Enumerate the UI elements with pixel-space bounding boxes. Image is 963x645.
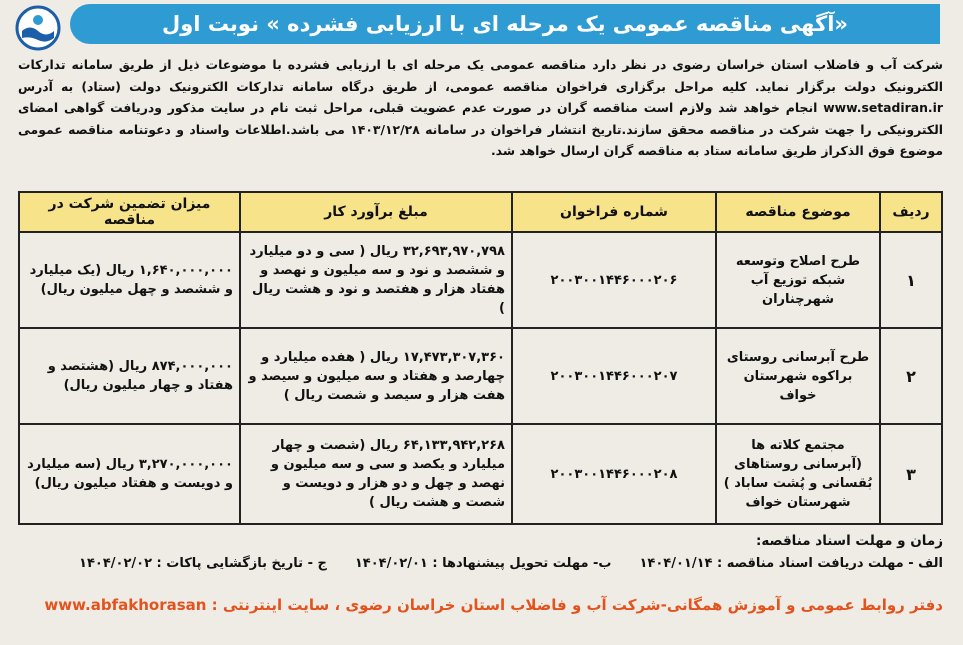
row-number: ۱ <box>880 232 942 328</box>
call-number: ۲۰۰۳۰۰۱۴۴۶۰۰۰۲۰۸ <box>512 424 716 524</box>
intro-paragraph: شرکت آب و فاضلاب استان خراسان رضوی در نظر دارد مناقصه عمومی یک مرحله ای با ارزیابی فشرده با موضوعات ذیل از طریق سامانه تدارکات الکترونیک دولت برگزار نماید. کلیه مراحل برگزاری فراخوان مناقصه عمومی، از طریق درگاه سامانه تدارکات الکترونیک دولت (ستاد) به آدرس www.setadiran.ir انجام خواهد شد ولازم است مناقصه گران در صورت عدم عضویت قبلی، مراحل ثبت نام در سایت مذکور ودریافت گواهی امضای الکترونیکی را جهت شرکت در مناقصه محقق سازند.تاریخ انتشار فراخوان در سامانه ۱۴۰۳/۱۲/۲۸ می باشد.اطلاعات واسناد و دعوتنامه مناقصه عمومی موضوع فوق الذکراز طریق سامانه ستاد به مناقصه گران ارسال خواهد شد. <box>18 57 943 158</box>
call-number: ۲۰۰۳۰۰۱۴۴۶۰۰۰۲۰۷ <box>512 328 716 424</box>
schedule-heading: زمان و مهلت اسناد مناقصه: <box>755 533 943 549</box>
tenders-table <box>18 191 943 525</box>
row-number: ۳ <box>880 424 942 524</box>
tender-subject: طرح آبرسانی روستای براکوه شهرستان خواف <box>716 328 880 424</box>
table-row <box>19 232 942 328</box>
table-row <box>19 328 942 424</box>
guarantee-amount: ۳,۲۷۰,۰۰۰,۰۰۰ ریال (سه میلیارد و دویست و هفتاد میلیون ریال) <box>19 424 240 524</box>
tender-subject: مجتمع کلاته ها (آبرسانی روستاهای بُقسانی و پُشت ساباد ) شهرستان خواف <box>716 424 880 524</box>
schedule-dates <box>79 556 943 571</box>
header-estimate: مبلغ برآورد کار <box>240 192 512 232</box>
header-row-number: ردیف <box>880 192 942 232</box>
header-guarantee: میزان تضمین شرکت در مناقصه <box>19 192 240 232</box>
header-subject: موضوع مناقصه <box>716 192 880 232</box>
estimate-amount: ۱۷,۴۷۳,۳۰۷,۳۶۰ ریال ( هفده میلیارد و چهارصد و هفتاد و سه میلیون و سیصد و هفت هزار و سیصد و شصت ریال ) <box>240 328 512 424</box>
header-call-number: شماره فراخوان <box>512 192 716 232</box>
footer-contact: دفتر روابط عمومی و آموزش همگانی-شرکت آب و فاضلاب استان خراسان رضوی ، سایت اینترنتی : www.abfakhorasan <box>44 596 943 614</box>
estimate-amount: ۶۴,۱۳۳,۹۴۲,۲۶۸ ریال (شصت و چهار میلیارد و یکصد و سی و سه میلیون و نهصد و چهل و دو هزار و دویست و شصت و هشت ریال ) <box>240 424 512 524</box>
document-deadline: الف - مهلت دریافت اسناد مناقصه : ۱۴۰۴/۰۱/۱۴ <box>639 556 943 571</box>
opening-date: ج - تاریخ بازگشایی پاکات : ۱۴۰۴/۰۲/۰۲ <box>79 556 327 571</box>
guarantee-amount: ۸۷۴,۰۰۰,۰۰۰ ریال (هشتصد و هفتاد و چهار میلیون ریال) <box>19 328 240 424</box>
submission-deadline: ب- مهلت تحویل پیشنهادها : ۱۴۰۴/۰۲/۰۱ <box>354 556 612 571</box>
notice-title: «آگهی مناقصه عمومی یک مرحله ای با ارزیابی فشرده » نوبت اول <box>70 4 940 44</box>
guarantee-amount: ۱,۶۴۰,۰۰۰,۰۰۰ ریال (یک میلیارد و ششصد و چهل میلیون ریال) <box>19 232 240 328</box>
tender-subject: طرح اصلاح وتوسعه شبکه توزیع آب شهرچناران <box>716 232 880 328</box>
call-number: ۲۰۰۳۰۰۱۴۴۶۰۰۰۲۰۶ <box>512 232 716 328</box>
table-header-row <box>19 192 942 232</box>
row-number: ۲ <box>880 328 942 424</box>
table-row <box>19 424 942 524</box>
water-company-logo-icon <box>14 4 62 52</box>
estimate-amount: ۳۲,۶۹۳,۹۷۰,۷۹۸ ریال ( سی و دو میلیارد و ششصد و نود و سه میلیون و نهصد و هفتاد هزار و هفتصد و نود و هشت ریال ) <box>240 232 512 328</box>
